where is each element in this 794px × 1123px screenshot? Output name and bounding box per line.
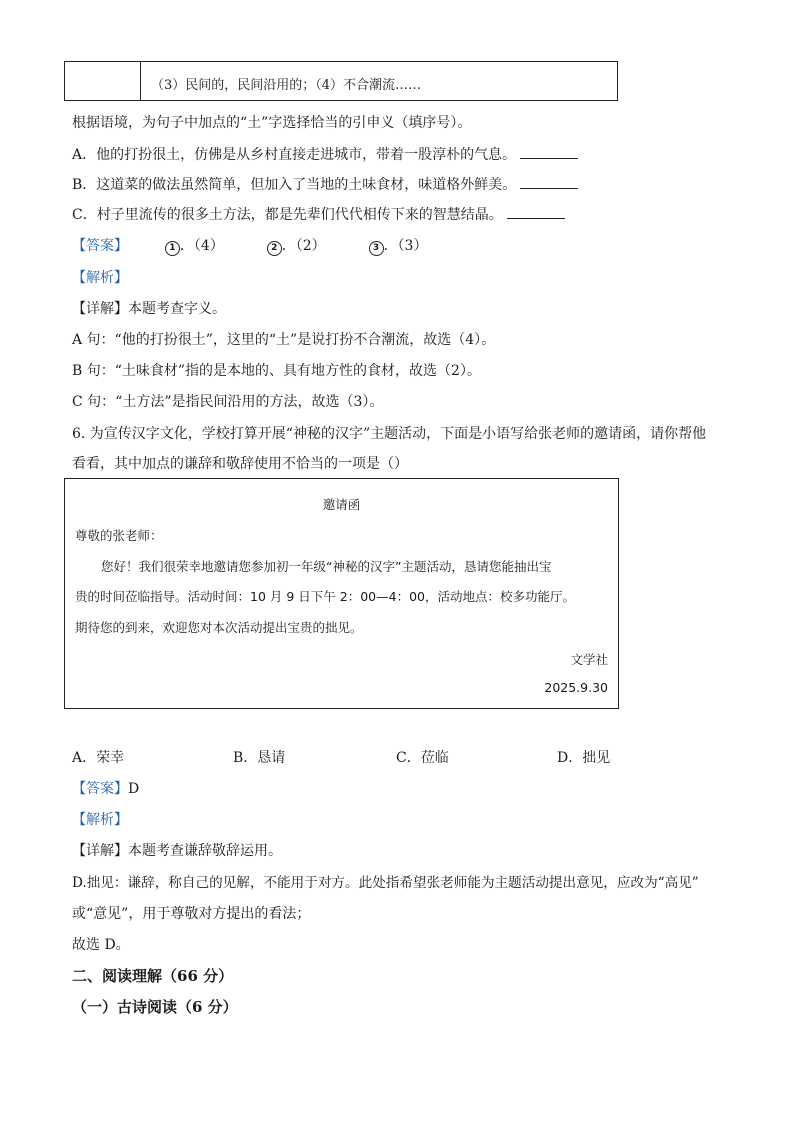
q5-explanation-b: B 句：“土味食材”指的是本地的、具有地方性的食材，故选（2）。 bbox=[72, 363, 481, 379]
answer-value: D bbox=[128, 781, 140, 797]
table-divider bbox=[140, 62, 141, 100]
q6-prompt-line2: 看看，其中加点的谦辞和敬辞使用不恰当的一项是（） bbox=[72, 456, 408, 472]
letter-salutation: 尊敬的张老师： bbox=[75, 528, 163, 543]
q6-option-d[interactable]: D．拙见 bbox=[557, 750, 611, 766]
answer-label: 【答案】 bbox=[72, 781, 128, 797]
q6-option-c[interactable]: C．莅临 bbox=[396, 750, 449, 766]
answer-blank[interactable] bbox=[520, 146, 578, 159]
letter-title: 邀请函 bbox=[322, 497, 361, 512]
q5-option-a: A．他的打扮很土，仿佛是从乡村直接走进城市，带着一股淳朴的气息。 bbox=[72, 144, 578, 164]
letter-body-line3: 期待您的到来，欢迎您对本次活动提出宝贵的拙见。 bbox=[75, 620, 363, 635]
circled-number: 3 bbox=[369, 241, 384, 256]
circled-number: 1 bbox=[165, 241, 180, 256]
q6-prompt-line1: 6. 为宣传汉字文化，学校打算开展“神秘的汉字”主题活动，下面是小语写给张老师的邀请函，请你帮他 bbox=[72, 426, 707, 442]
answer-item-1: 1 ．（4） bbox=[165, 238, 224, 254]
answer-blank[interactable] bbox=[520, 176, 578, 189]
answer-label: 【答案】 bbox=[72, 238, 128, 254]
q6-detail: 【详解】本题考查谦辞敬辞运用。 bbox=[72, 843, 282, 859]
letter-body-line1: 您好！我们很荣幸地邀请您参加初一年级“神秘的汉字”主题活动，恳请您能抽出宝 bbox=[101, 559, 552, 574]
q6-answer-line bbox=[72, 778, 139, 798]
q6-option-b[interactable]: B．恳请 bbox=[233, 750, 286, 766]
detail-label: 【详解】 bbox=[72, 301, 128, 317]
invitation-letter bbox=[64, 478, 619, 709]
section-heading: 二、阅读理解（66 分） bbox=[72, 967, 234, 985]
q5-detail: 【详解】本题考查字义。 bbox=[72, 301, 226, 317]
circled-number: 2 bbox=[267, 241, 282, 256]
q6-explanation-line1: D.拙见：谦辞，称自己的见解，不能用于对方。此处指希望张老师能为主题活动提出意见，应改为“高见” bbox=[72, 875, 699, 891]
table-cell-definitions: （3）民间的，民间沿用的；（4）不合潮流…… bbox=[151, 78, 422, 93]
q5-answer-line bbox=[72, 235, 427, 256]
answer-item-2: 2 ．（2） bbox=[267, 238, 326, 254]
subsection-heading: （一）古诗阅读（6 分） bbox=[72, 998, 238, 1016]
q5-option-b: B．这道菜的做法虽然简单，但加入了当地的土味食材，味道格外鲜美。 bbox=[72, 174, 578, 194]
q5-explanation-a: A 句：“他的打扮很土”，这里的“土”是说打扮不合潮流，故选（4）。 bbox=[72, 332, 496, 348]
letter-date: 2025.9.30 bbox=[544, 680, 608, 695]
answer-item-3: 3 ．（3） bbox=[369, 238, 428, 254]
answer-blank[interactable] bbox=[507, 206, 565, 219]
letter-body-line2: 贵的时间莅临指导。活动时间：10 月 9 日下午 2：00—4：00，活动地点：校多功能厅。 bbox=[75, 589, 575, 604]
letter-signature: 文学社 bbox=[570, 652, 608, 667]
detail-label: 【详解】 bbox=[72, 843, 128, 859]
q5-prompt: 根据语境，为句子中加点的“土”字选择恰当的引申义（填序号）。 bbox=[72, 115, 472, 131]
analysis-label: 【解析】 bbox=[72, 812, 128, 828]
definition-table bbox=[64, 61, 618, 101]
q6-explanation-line2: 或“意见”，用于尊敬对方提出的看法； bbox=[72, 906, 311, 922]
q5-option-c: C．村子里流传的很多土方法，都是先辈们代代相传下来的智慧结晶。 bbox=[72, 204, 565, 224]
analysis-label: 【解析】 bbox=[72, 270, 128, 286]
q6-conclusion: 故选 D。 bbox=[72, 937, 130, 953]
q5-explanation-c: C 句：“土方法”是指民间沿用的方法，故选（3）。 bbox=[72, 394, 384, 410]
q6-option-a[interactable]: A．荣幸 bbox=[72, 750, 125, 766]
